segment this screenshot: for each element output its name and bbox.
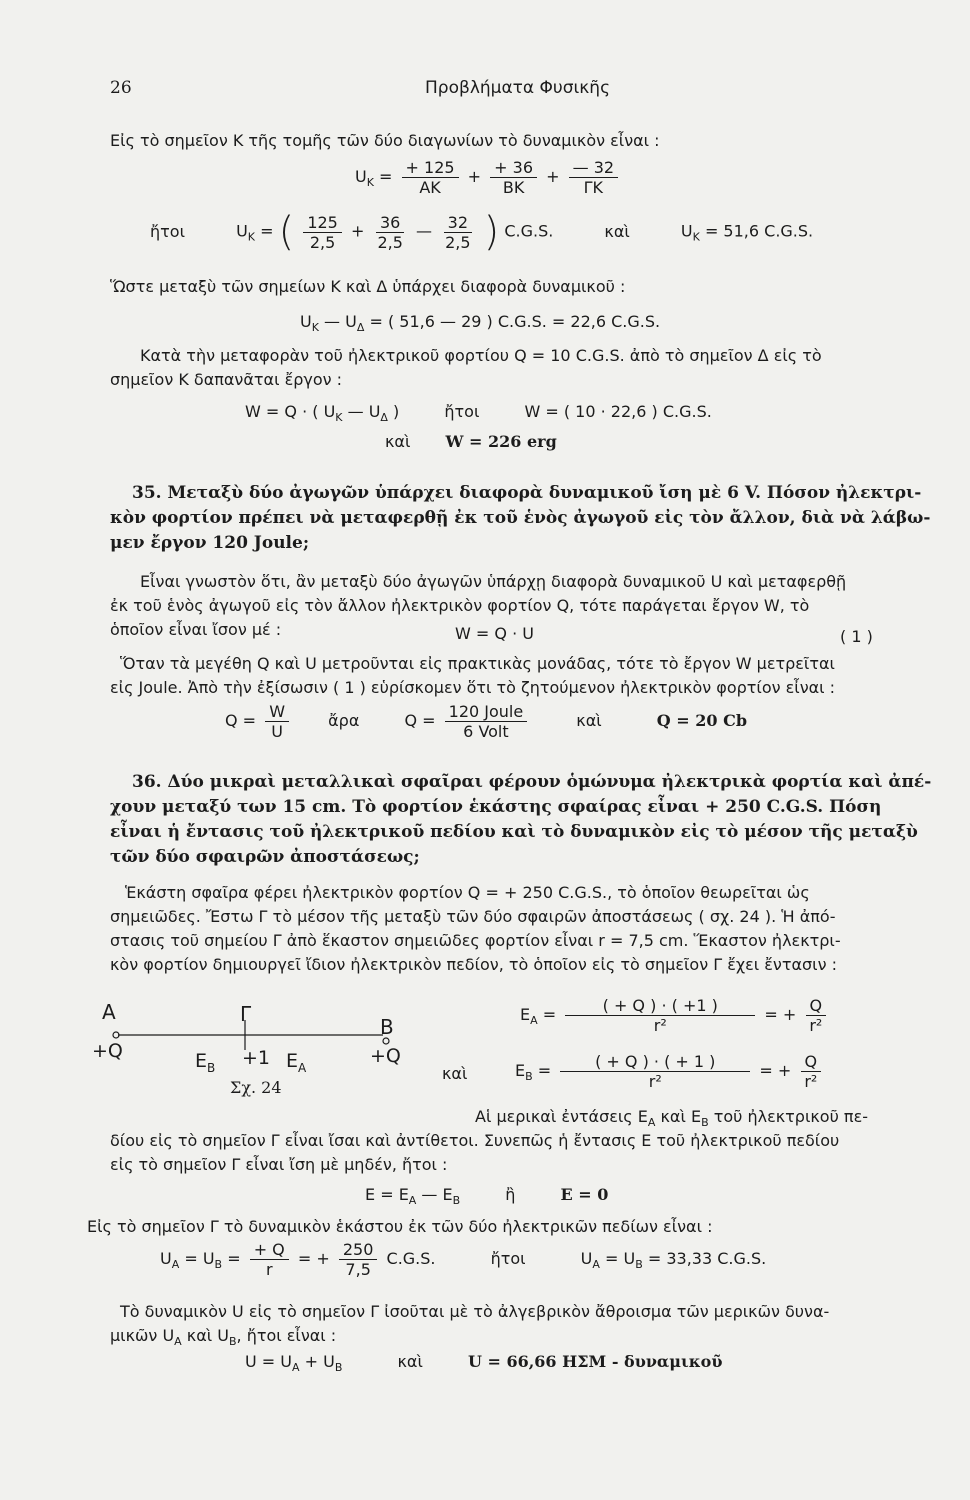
page-number: 26 — [110, 78, 132, 98]
fields-conjunction: καὶ — [442, 1064, 468, 1083]
equation-number-1: ( 1 ) — [840, 627, 873, 646]
problem-36-line2: χουν μεταξύ των 15 cm. Τὸ φορτίον ἑκάστης σφαίρας εἶναι + 250 C.G.S. Πόση — [110, 797, 882, 817]
problem-35-line1: 35. Μεταξὺ δύο ἀγωγῶν ὑπάρχει διαφορὰ δυναμικοῦ ἴση μὲ 6 V. Πόσον ἠλεκτρι- — [132, 483, 922, 503]
figure-field-ea: $E_A$ — [286, 1050, 307, 1075]
intro-line: Εἰς τὸ σημεῖον Κ τῆς τομῆς τῶν δύο διαγωνίων τὸ δυναμικὸν εἶναι : — [110, 131, 660, 150]
figure-field-eb: $E_B$ — [195, 1050, 216, 1075]
equation-charge: Q = $\frac{W}{U}$ ἄρα Q = $\frac{\text{120 Joule}}{\text{6 Volt}}$ καὶ Q = 20 Cb — [225, 702, 748, 741]
problem-36-line1: 36. Δύο μικραὶ μεταλλικαὶ σφαῖραι φέρουν ὁμώνυμα ἠλεκτρικὰ φορτία καὶ ἀπέ- — [132, 772, 932, 792]
equation-work: W = Q · ( $U_K$ — $U_\Delta$ ) ἤτοι W = ( 10 · 22,6 ) C.G.S. — [245, 402, 712, 425]
figure-label-a: A — [102, 1000, 116, 1024]
equation-total-potential: $U = U_A + U_B$ καὶ U = 66,66 ΗΣΜ - δυναμικοῦ — [245, 1352, 723, 1375]
figure-charge-b: +Q — [370, 1045, 401, 1067]
problem-36-line4: τῶν δύο σφαιρῶν ἀποστάσεως; — [110, 847, 420, 867]
figure-test-charge: +1 — [242, 1047, 271, 1069]
equation-w-qu: W = Q · U — [455, 624, 534, 643]
answer-35-line2: ἐκ τοῦ ἑνὸς ἀγωγοῦ εἰς τὸν ἄλλον ἠλεκτρικὸν φορτίον Q, τότε παράγεται ἔργον W, τὸ — [110, 596, 810, 615]
equation-potential-each: $U_A = U_B$ = $\frac{+ Q}{r}$ = + $\frac{250}{7,5}$ C.G.S. ἤτοι $U_A = U_B = 33,33$ C.G.S. — [160, 1240, 767, 1279]
work-intro-line1: Κατὰ τὴν μεταφορὰν τοῦ ἠλεκτρικοῦ φορτίου Q = 10 C.G.S. ἀπὸ τὸ σημεῖον Δ εἰς τὸ — [140, 346, 822, 365]
equation-uk-sum: $U_K$ = $\frac{+ 125}{AK}$ + $\frac{+ 36}{BK}$ + $\frac{— 32}{\Gamma K}$ — [355, 158, 622, 197]
answer-36-line4: κὸν φορτίον δημιουργεῖ ἴδιον ἠλεκτρικὸν πεδίον, τὸ ὁποῖον εἰς τὸ σημεῖον Γ ἔχει ἔντασιν : — [110, 955, 837, 974]
answer-35-line4: Ὅταν τὰ μεγέθη Q καὶ U μετροῦνται εἰς πρακτικὰς μονάδας, τότε τὸ ἔργον W μετρεῖται — [120, 654, 835, 673]
potential-difference-intro: Ὥστε μεταξὺ τῶν σημείων Κ καὶ Δ ὑπάρχει διαφορὰ δυναμικοῦ : — [110, 277, 626, 296]
answer-36-partial-fields: Αἱ μερικαὶ ἐντάσεις $E_A$ καὶ $E_B$ τοῦ ἠλεκτρικοῦ πε- — [475, 1107, 868, 1130]
figure-label-gamma: Γ — [240, 1002, 252, 1026]
running-title: Προβλήματα Φυσικῆς — [425, 78, 611, 98]
figure-charge-a: +Q — [92, 1040, 123, 1062]
equation-field-ea: $E_A$ = $\frac{( + Q ) \cdot ( +1 )}{\text{r²}}$ = + $\frac{Q}{\text{r²}}$ — [520, 996, 830, 1035]
answer-36-line6: δίου εἰς τὸ σημεῖον Γ εἶναι ἴσαι καὶ ἀντίθετοι. Συνεπῶς ἡ ἔντασις E τοῦ ἠλεκτρικοῦ πεδίου — [110, 1131, 840, 1150]
figure-label-b: B — [380, 1015, 394, 1039]
answer-35-line5: εἰς Joule. Ἀπὸ τὴν ἐξίσωσιν ( 1 ) εὑρίσκομεν ὅτι τὸ ζητούμενον ἠλεκτρικὸν φορτίον εἶναι : — [110, 678, 836, 697]
final-line2: μικῶν $U_A$ καὶ $U_B$, ἤτοι εἶναι : — [110, 1326, 337, 1349]
equation-uk-numeric: ἤτοι $U_K$ = ( $\frac{125}{2,5}$ + $\frac{36}{2,5}$ — $\frac{32}{2,5}$ ) C.G.S. καὶ $U_K = 51,6$ C.G.S. — [150, 209, 814, 255]
equation-potential-difference: $U_K$ — $U_\Delta$ = ( 51,6 — 29 ) C.G.S. = 22,6 C.G.S. — [300, 312, 661, 335]
answer-36-line7: εἰς τὸ σημεῖον Γ εἶναι ἴση μὲ μηδέν, ἤτοι : — [110, 1155, 448, 1174]
equation-field-zero: $E = E_A$ — $E_B$ ἢ E = 0 — [365, 1185, 609, 1208]
problem-36-line3: εἶναι ἡ ἔντασις τοῦ ἠλεκτρικοῦ πεδίου καὶ τὸ δυναμικὸν εἰς τὸ μέσον τῆς μεταξὺ — [110, 822, 918, 842]
answer-36-line8: Εἰς τὸ σημεῖον Γ τὸ δυναμικὸν ἑκάστου ἐκ τῶν δύο ἠλεκτρικῶν πεδίων εἶναι : — [87, 1217, 713, 1236]
figure-24 — [90, 1000, 420, 1110]
answer-36-line3: στασις τοῦ σημείου Γ ἀπὸ ἕκαστον σημειῶδες φορτίον εἶναι r = 7,5 cm. Ἕκαστον ἠλεκτρι- — [110, 931, 841, 950]
answer-36-line1: Ἑκάστη σφαῖρα φέρει ἠλεκτρικὸν φορτίον Q = + 250 C.G.S., τὸ ὁποῖον θεωρεῖται ὡς — [125, 883, 810, 902]
answer-35-line3: ὁποῖον εἶναι ἴσον μέ : — [110, 620, 282, 639]
figure-caption: Σχ. 24 — [230, 1078, 282, 1097]
work-intro-line2: σημεῖον Κ δαπανᾶται ἔργον : — [110, 370, 343, 389]
problem-35-line2: κὸν φορτίον πρέπει νὰ μεταφερθῇ ἐκ τοῦ ἑνὸς ἀγωγοῦ εἰς τὸν ἄλλον, διὰ νὰ λάβω- — [110, 508, 931, 528]
answer-35-line1: Εἶναι γνωστὸν ὅτι, ἂν μεταξὺ δύο ἀγωγῶν ὑπάρχῃ διαφορὰ δυναμικοῦ U καὶ μεταφερθῇ — [140, 572, 847, 591]
equation-field-eb: $E_B$ = $\frac{( + Q ) \cdot ( + 1 )}{\text{r²}}$ = + $\frac{Q}{\text{r²}}$ — [515, 1052, 825, 1091]
answer-36-line2: σημειῶδες. Ἔστω Γ τὸ μέσον τῆς μεταξὺ τῶν δύο σφαιρῶν ἀποστάσεως ( σχ. 24 ). Ἡ ἀπό- — [110, 907, 836, 926]
problem-35-line3: μεν ἔργον 120 Joule; — [110, 533, 310, 553]
final-line1: Τὸ δυναμικὸν U εἰς τὸ σημεῖον Γ ἰσοῦται μὲ τὸ ἀλγεβρικὸν ἄθροισμα τῶν μερικῶν δυνα- — [120, 1302, 830, 1321]
equation-work-result: καὶ W = 226 erg — [385, 432, 557, 451]
